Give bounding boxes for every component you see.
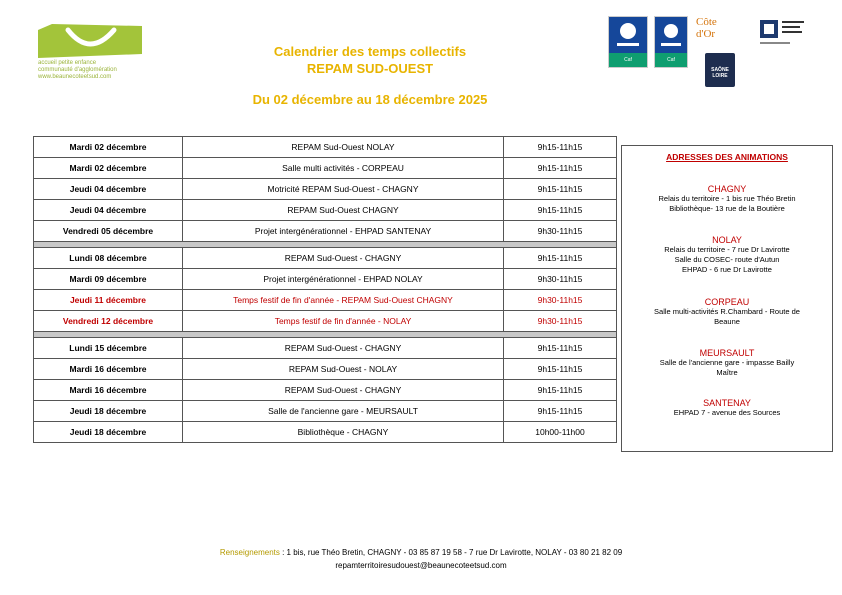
logo-tagline-1: accueil petite enfance [38,60,97,66]
cote-dor-logo [696,16,742,48]
time-cell: 9h30-11h15 [504,269,617,290]
table-row [34,179,617,200]
table-row [34,221,617,242]
caf-label-1: Caf [609,53,647,67]
city-chagny: CHAGNY [707,184,747,194]
place-cell: Projet intergénérationnel - EHPAD SANTENAY [183,221,504,242]
addresses-title: ADRESSES DES ANIMATIONS [666,152,788,162]
address-line: EHPAD 7 - avenue des Sources [673,408,781,417]
cote-dor-line-2: d'Or [696,28,716,40]
time-cell: 9h15-11h15 [504,248,617,269]
place-cell: REPAM Sud-Ouest - NOLAY [183,359,504,380]
city-meursault: MEURSAULT [699,348,755,358]
place-cell: Bibliothèque - CHAGNY [183,422,504,443]
schedule-table [33,136,617,443]
address-line: Maître [716,368,738,377]
address-line: Salle du COSEC- route d'Autun [674,255,780,264]
day-cell: Jeudi 18 décembre [34,422,183,443]
addresses-box [621,145,833,452]
page-subtitle: REPAM SUD-OUEST [306,61,434,76]
marianne-icon [655,17,687,53]
day-cell: Mardi 16 décembre [34,380,183,401]
city-corpeau: CORPEAU [704,297,750,307]
place-cell: Projet intergénérationnel - EHPAD NOLAY [183,269,504,290]
table-row [34,422,617,443]
time-cell: 9h15-11h15 [504,137,617,158]
table-row [34,158,617,179]
time-cell: 9h15-11h15 [504,200,617,221]
place-cell: Motricité REPAM Sud-Ouest - CHAGNY [183,179,504,200]
msa-logo-icon [758,18,806,48]
table-row [34,338,617,359]
address-corpeau [622,297,832,327]
place-cell: REPAM Sud-Ouest NOLAY [183,137,504,158]
date-range: Du 02 décembre au 18 décembre 2025 [252,92,488,107]
time-cell: 9h15-11h15 [504,401,617,422]
place-cell: REPAM Sud-Ouest CHAGNY [183,200,504,221]
address-line: Relais du territoire - 7 rue Dr Lavirotte [664,245,790,254]
day-cell: Mardi 02 décembre [34,158,183,179]
place-cell: Salle multi activités - CORPEAU [183,158,504,179]
smile-logo-icon [38,24,142,60]
place-cell: Salle de l'ancienne gare - MEURSAULT [183,401,504,422]
caf-logo-1 [608,16,648,68]
table-row [34,401,617,422]
caf-label-2: Caf [655,53,687,67]
table-row [34,290,617,311]
time-cell: 10h00-11h00 [504,422,617,443]
address-line: Bibliothèque- 13 rue de la Boutière [669,204,785,213]
day-cell: Jeudi 18 décembre [34,401,183,422]
address-line: Salle multi-activités R.Chambard - Route de [654,307,800,316]
day-cell: Vendredi 12 décembre [34,311,183,332]
day-cell: Jeudi 11 décembre [34,290,183,311]
time-cell: 9h30-11h15 [504,311,617,332]
table-row [34,380,617,401]
marianne-icon [609,17,647,53]
time-cell: 9h15-11h15 [504,359,617,380]
day-cell: Lundi 15 décembre [34,338,183,359]
table-row [34,269,617,290]
time-cell: 9h30-11h15 [504,221,617,242]
day-cell: Vendredi 05 décembre [34,221,183,242]
caf-logo-2 [654,16,688,68]
table-row [34,311,617,332]
city-santenay: SANTENAY [703,398,751,408]
address-line: EHPAD - 6 rue Dr Lavirotte [682,265,772,274]
city-nolay: NOLAY [712,235,742,245]
saone-line-2: LOIRE [712,73,728,79]
address-line: Beaune [714,317,740,326]
contact-label: Renseignements [219,548,280,557]
saone-line-1: SAÔNE [711,67,729,73]
place-cell: REPAM Sud-Ouest - CHAGNY [183,338,504,359]
time-cell: 9h15-11h15 [504,338,617,359]
day-cell: Jeudi 04 décembre [34,179,183,200]
cote-dor-line-1: Côte [696,16,717,28]
contact-line [130,548,712,557]
place-cell: Temps festif de fin d'année - REPAM Sud-Ouest CHAGNY [183,290,504,311]
day-cell: Lundi 08 décembre [34,248,183,269]
contact-addresses: : 1 bis, rue Théo Bretin, CHAGNY - 03 85 87 19 58 - 7 rue Dr Lavirotte, NOLAY - 03 80 21 82 09 [279,548,623,557]
place-cell: Temps festif de fin d'année - NOLAY [183,311,504,332]
place-cell: REPAM Sud-Ouest - CHAGNY [183,248,504,269]
table-row [34,137,617,158]
address-line: Relais du territoire - 1 bis rue Théo Bretin [658,194,796,203]
contact-email: repamterritoiresudouest@beaunecoteetsud.com [335,561,507,570]
table-row [34,248,617,269]
day-cell: Mardi 02 décembre [34,137,183,158]
day-cell: Mardi 16 décembre [34,359,183,380]
address-santenay [622,398,832,418]
address-line: Salle de l'ancienne gare - impasse Bailly [659,358,795,367]
table-row [34,359,617,380]
page-title: Calendrier des temps collectifs [273,44,467,59]
address-chagny [622,184,832,214]
address-nolay [622,235,832,275]
day-cell: Mardi 09 décembre [34,269,183,290]
address-meursault [622,348,832,378]
logo-website: www.beaunecoteetsud.com [38,74,112,80]
day-cell: Jeudi 04 décembre [34,200,183,221]
table-row [34,200,617,221]
time-cell: 9h15-11h15 [504,380,617,401]
time-cell: 9h30-11h15 [504,290,617,311]
saone-loire-logo [705,53,735,87]
logo-tagline-2: communauté d'agglomération [38,67,117,73]
time-cell: 9h15-11h15 [504,158,617,179]
beaune-cote-sud-logo [38,24,148,94]
place-cell: REPAM Sud-Ouest - CHAGNY [183,380,504,401]
time-cell: 9h15-11h15 [504,179,617,200]
